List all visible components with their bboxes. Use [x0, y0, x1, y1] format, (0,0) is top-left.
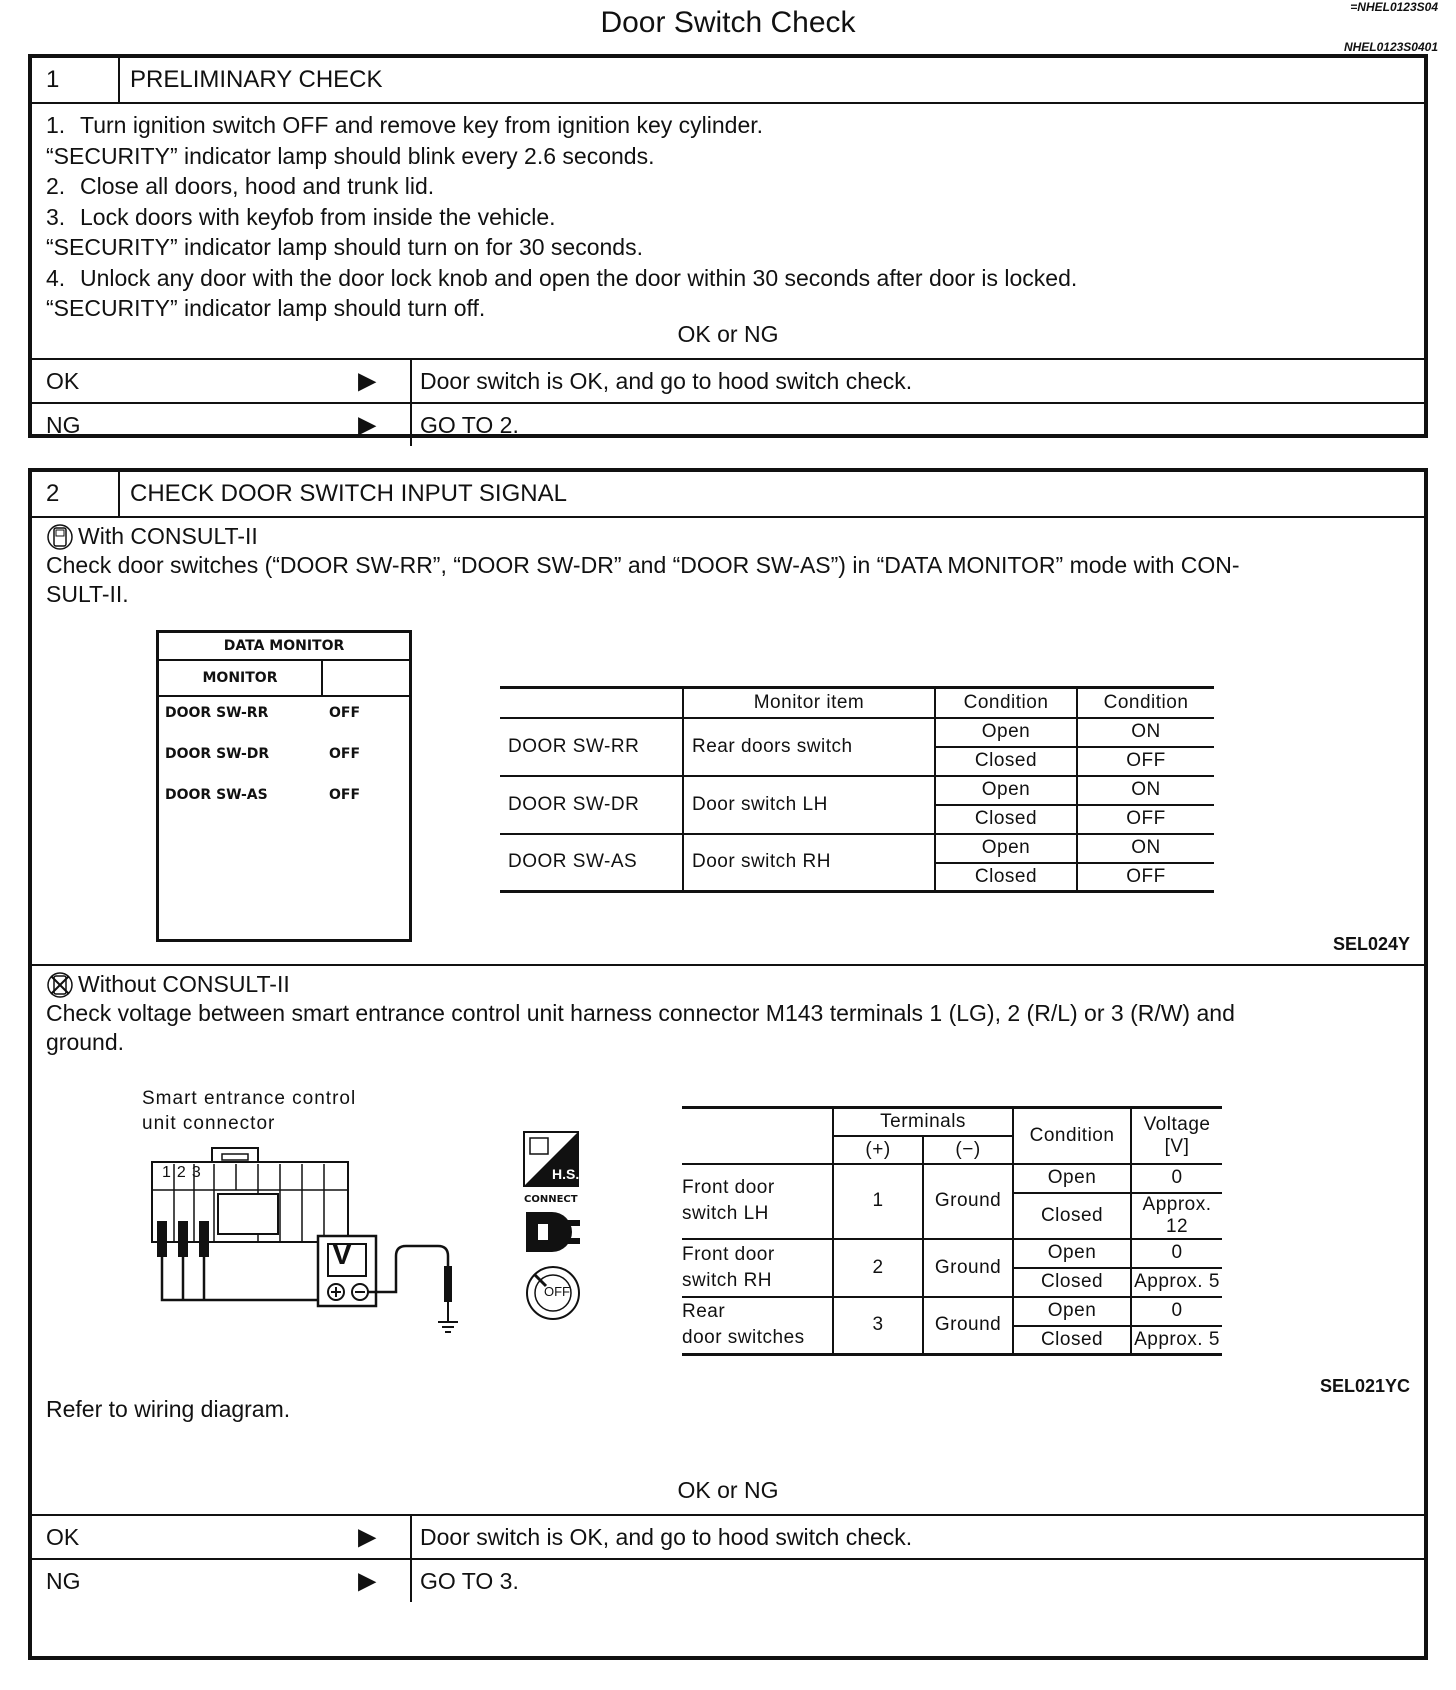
connector-label: Smart entrance control unit connector: [142, 1088, 357, 1134]
table-row: DOOR SW-DR Door switch LH Open ON: [500, 776, 1214, 805]
data-monitor-screen: DATA MONITOR MONITOR DOOR SW-RR OFF DOOR SW-DR OFF DOOR SW-AS OFF: [156, 630, 412, 942]
without-consult-text-1: Check voltage between smart entrance control unit harness connector M143 terminals 1 (LG), 2 (R/L) or 3 (R/W) and: [46, 1000, 1235, 1026]
with-consult-text-1: Check door switches (“DOOR SW-RR”, “DOOR SW-DR” and “DOOR SW-AS”) in “DATA MONITOR” mode with CON-: [46, 552, 1240, 578]
step-title: PRELIMINARY CHECK: [130, 66, 383, 93]
step-1-header: [32, 58, 1424, 104]
step-1-instructions: [32, 104, 1424, 321]
figure-code: SEL021YC: [1319, 1376, 1410, 1396]
doc-code: =NHEL0123S04: [1350, 0, 1438, 14]
table-row: DOOR SW-RR Rear doors switch Open ON: [500, 718, 1214, 747]
without-consult-section: [32, 964, 1424, 1470]
table-row: Rear door switches 3 Ground Open 0: [682, 1297, 1222, 1326]
arrow-right-icon: ▶: [358, 1567, 377, 1595]
connect-label: CONNECT: [524, 1194, 578, 1205]
result-row-ok: OK ▶ Door switch is OK, and go to hood switch check.: [32, 360, 1424, 402]
table-row: Front door switch LH 1 Ground Open 0: [682, 1164, 1222, 1193]
monitor-row: DOOR SW-RR OFF: [165, 705, 361, 721]
consult-icon: [46, 523, 78, 551]
doc-subcode: NHEL0123S0401: [1343, 40, 1438, 54]
step-title: CHECK DOOR SWITCH INPUT SIGNAL: [130, 480, 567, 507]
monitor-row: DOOR SW-DR OFF: [165, 746, 361, 762]
without-consult-text-2: ground.: [46, 1029, 125, 1055]
instruction-item: 3. Lock doors with keyfob from inside the vehicle. “SECURITY” indicator lamp should turn on for 30 seconds.: [46, 203, 643, 260]
table-row: DOOR SW-AS Door switch RH Open ON: [500, 834, 1214, 863]
hs-label: H.S.: [552, 1166, 580, 1182]
result-row-ng: NG ▶ GO TO 3.: [32, 1558, 1424, 1602]
arrow-right-icon: ▶: [358, 1523, 377, 1551]
no-consult-icon: [46, 971, 78, 999]
step-1-block: [28, 54, 1428, 438]
step-number: 2: [32, 472, 120, 516]
arrow-right-icon: ▶: [358, 367, 377, 395]
result-row-ng: NG ▶ GO TO 2.: [32, 402, 1424, 446]
ok-or-ng-label: OK or NG: [32, 1470, 1424, 1516]
monitor-item-table: Monitor item Condition Condition DOOR SW-RR Rear doors switch Open ON Closed OFF DOOR SW-DR Door switch LH Open ON Closed OFF DOOR SW-AS Door switch RH Open ON Closed OFF: [500, 686, 1214, 893]
monitor-row: DOOR SW-AS OFF: [165, 787, 361, 803]
connect-icon: [522, 1208, 584, 1256]
off-label: OFF: [544, 1284, 570, 1299]
with-consult-heading: With CONSULT-II: [78, 523, 258, 549]
result-row-ok: OK ▶ Door switch is OK, and go to hood switch check.: [32, 1516, 1424, 1558]
instruction-item: 4. Unlock any door with the door lock knob and open the door within 30 seconds after door is locked. “SECURITY” indicator lamp should turn off.: [46, 264, 1078, 321]
voltmeter-label: V: [332, 1238, 353, 1271]
with-consult-text-2: SULT-II.: [46, 581, 129, 607]
step-number: 1: [32, 58, 120, 102]
page-title: Door Switch Check: [600, 6, 856, 39]
with-consult-section: [32, 518, 1424, 964]
instruction-item: 1. Turn ignition switch OFF and remove key from ignition key cylinder. “SECURITY” indicator lamp should blink every 2.6 seconds.: [46, 112, 764, 169]
ok-or-ng-label: OK or NG: [32, 314, 1424, 360]
refer-wiring-text: Refer to wiring diagram.: [46, 1396, 291, 1422]
arrow-right-icon: ▶: [358, 411, 377, 439]
table-row: Front door switch RH 2 Ground Open 0: [682, 1239, 1222, 1268]
without-consult-heading: Without CONSULT-II: [78, 971, 290, 997]
step-2-header: [32, 472, 1424, 518]
instruction-item: 2. Close all doors, hood and trunk lid.: [46, 173, 435, 199]
voltage-table: Terminals Condition Voltage [V] (+) (−) Front door switch LH 1 Ground Open 0 Closed Approx. 12 Front door switch RH 2 Ground Open 0 Closed Approx. 5 Rear door switches 3 Ground Open 0 Closed Approx. 5: [682, 1106, 1222, 1356]
figure-code: SEL024Y: [1332, 934, 1410, 954]
pin-labels: 1 2 3: [162, 1164, 201, 1181]
step-2-block: [28, 468, 1428, 1660]
